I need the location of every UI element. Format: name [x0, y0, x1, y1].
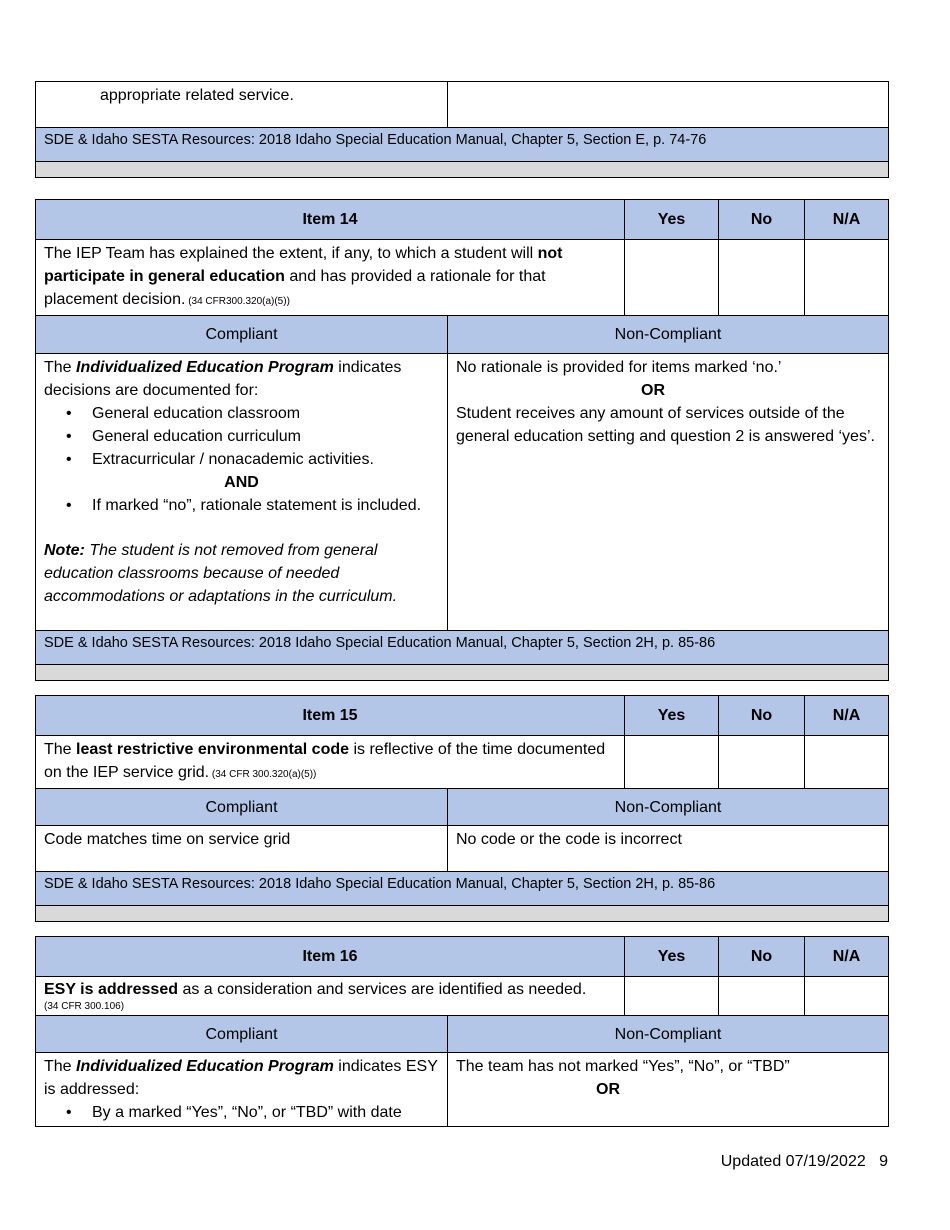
spacer-row [36, 906, 889, 922]
na-header: N/A [805, 937, 889, 977]
compliant-cell [36, 1053, 448, 1127]
noncompliant-line1: No rationale is provided for items marked ‘no.’ [456, 359, 782, 376]
compliant-cell: Code matches time on service grid [36, 826, 448, 872]
continued-text: appropriate related service. [100, 87, 294, 104]
bullet-item: • General education classroom [92, 402, 439, 425]
program-name: Individualized Education Program [76, 1058, 334, 1075]
question-text-end: as a consideration and services are identified as needed. [178, 981, 587, 998]
item-title: Item 15 [36, 696, 625, 736]
citation: (34 CFR300.320(a)(5)) [185, 296, 290, 307]
na-header: N/A [805, 200, 889, 240]
yes-header: Yes [625, 696, 719, 736]
compliant-header: Compliant [36, 1016, 448, 1053]
na-checkbox-cell[interactable] [805, 977, 889, 1016]
question-text: The [44, 741, 77, 758]
spacer-row [36, 162, 889, 178]
item16-table [35, 936, 889, 1127]
continued-text-cell [36, 82, 448, 128]
compliant-cell [36, 354, 448, 631]
bullet-item: • General education curriculum [92, 425, 439, 448]
question-text-end: is reflective of the time documented on the IEP service grid. [44, 741, 606, 781]
question-bold: least restrictive environmental code [76, 741, 350, 758]
resources-row: SDE & Idaho SESTA Resources: 2018 Idaho Special Education Manual, Chapter 5, Section 2H, p. 85-86 [36, 631, 889, 665]
item13-continuation-table [35, 81, 889, 178]
question-text: The IEP Team has explained the extent, if any, to which a student will [44, 245, 538, 262]
compliant-header: Compliant [36, 789, 448, 826]
na-checkbox-cell[interactable] [805, 240, 889, 316]
noncompliant-line2: Student receives any amount of services outside of the general education setting and question 2 is answered ‘yes’. [456, 405, 875, 445]
question-bold: ESY is addressed [44, 981, 178, 998]
no-header: No [719, 200, 805, 240]
compliant-text-end: indicates ESY is addressed: [44, 1058, 438, 1098]
yes-checkbox-cell[interactable] [625, 736, 719, 789]
item15-table [35, 695, 889, 922]
no-checkbox-cell[interactable] [719, 736, 805, 789]
compliant-bullets [44, 402, 439, 471]
yes-checkbox-cell[interactable] [625, 240, 719, 316]
item-title: Item 16 [36, 937, 625, 977]
page-number: 9 [879, 1153, 888, 1170]
and-label: AND [224, 474, 259, 491]
resources-row: SDE & Idaho SESTA Resources: 2018 Idaho Special Education Manual, Chapter 5, Section 2H, p. 85-86 [36, 872, 889, 906]
noncompliant-cell: No code or the code is incorrect [448, 826, 889, 872]
na-checkbox-cell[interactable] [805, 736, 889, 789]
compliant-text: The [44, 1058, 77, 1075]
spacer-row [36, 665, 889, 681]
no-checkbox-cell[interactable] [719, 977, 805, 1016]
no-header: No [719, 937, 805, 977]
no-header: No [719, 696, 805, 736]
noncompliant-header: Non-Compliant [448, 316, 889, 354]
updated-date: Updated 07/19/2022 [720, 1153, 866, 1170]
compliant-header: Compliant [36, 316, 448, 354]
page-footer [721, 1153, 888, 1171]
question-cell [36, 240, 625, 316]
noncompliant-cell [448, 354, 889, 631]
bullet-item: • By a marked “Yes”, “No”, or “TBD” with date [92, 1101, 439, 1124]
question-bold: not participate in general education [44, 245, 563, 285]
or-label: OR [596, 1081, 620, 1098]
resources-row: SDE & Idaho SESTA Resources: 2018 Idaho Special Education Manual, Chapter 5, Section E, p. 74-76 [36, 128, 889, 162]
or-label: OR [641, 382, 665, 399]
citation: (34 CFR 300.320(a)(5)) [209, 769, 317, 780]
yes-checkbox-cell[interactable] [625, 977, 719, 1016]
noncompliant-cell [448, 1053, 889, 1127]
note-text: The student is not removed from general education classrooms because of needed accommodations or adaptations in the curriculum. [44, 542, 398, 605]
compliant-text-end: indicates decisions are documented for: [44, 359, 402, 399]
yes-header: Yes [625, 937, 719, 977]
compliant-text: The [44, 359, 77, 376]
noncompliant-line1: The team has not marked “Yes”, “No”, or “TBD” [456, 1058, 790, 1075]
compliant-bullets-last [44, 494, 439, 517]
question-cell [36, 736, 625, 789]
question-cell [36, 977, 625, 1016]
bullet-item: • If marked “no”, rationale statement is included. [92, 494, 439, 517]
noncompliant-header: Non-Compliant [448, 789, 889, 826]
item-title: Item 14 [36, 200, 625, 240]
program-name: Individualized Education Program [76, 359, 334, 376]
na-header: N/A [805, 696, 889, 736]
bullet-item: • Extracurricular / nonacademic activities. [92, 448, 439, 471]
empty-cell [448, 82, 889, 128]
yes-header: Yes [625, 200, 719, 240]
note-label: Note: [44, 542, 85, 559]
item14-table [35, 199, 889, 681]
citation: (34 CFR 300.106) [44, 1001, 125, 1012]
no-checkbox-cell[interactable] [719, 240, 805, 316]
compliant-bullets [44, 1101, 439, 1124]
question-text-end: and has provided a rationale for that placement decision. [44, 268, 546, 308]
noncompliant-header: Non-Compliant [448, 1016, 889, 1053]
